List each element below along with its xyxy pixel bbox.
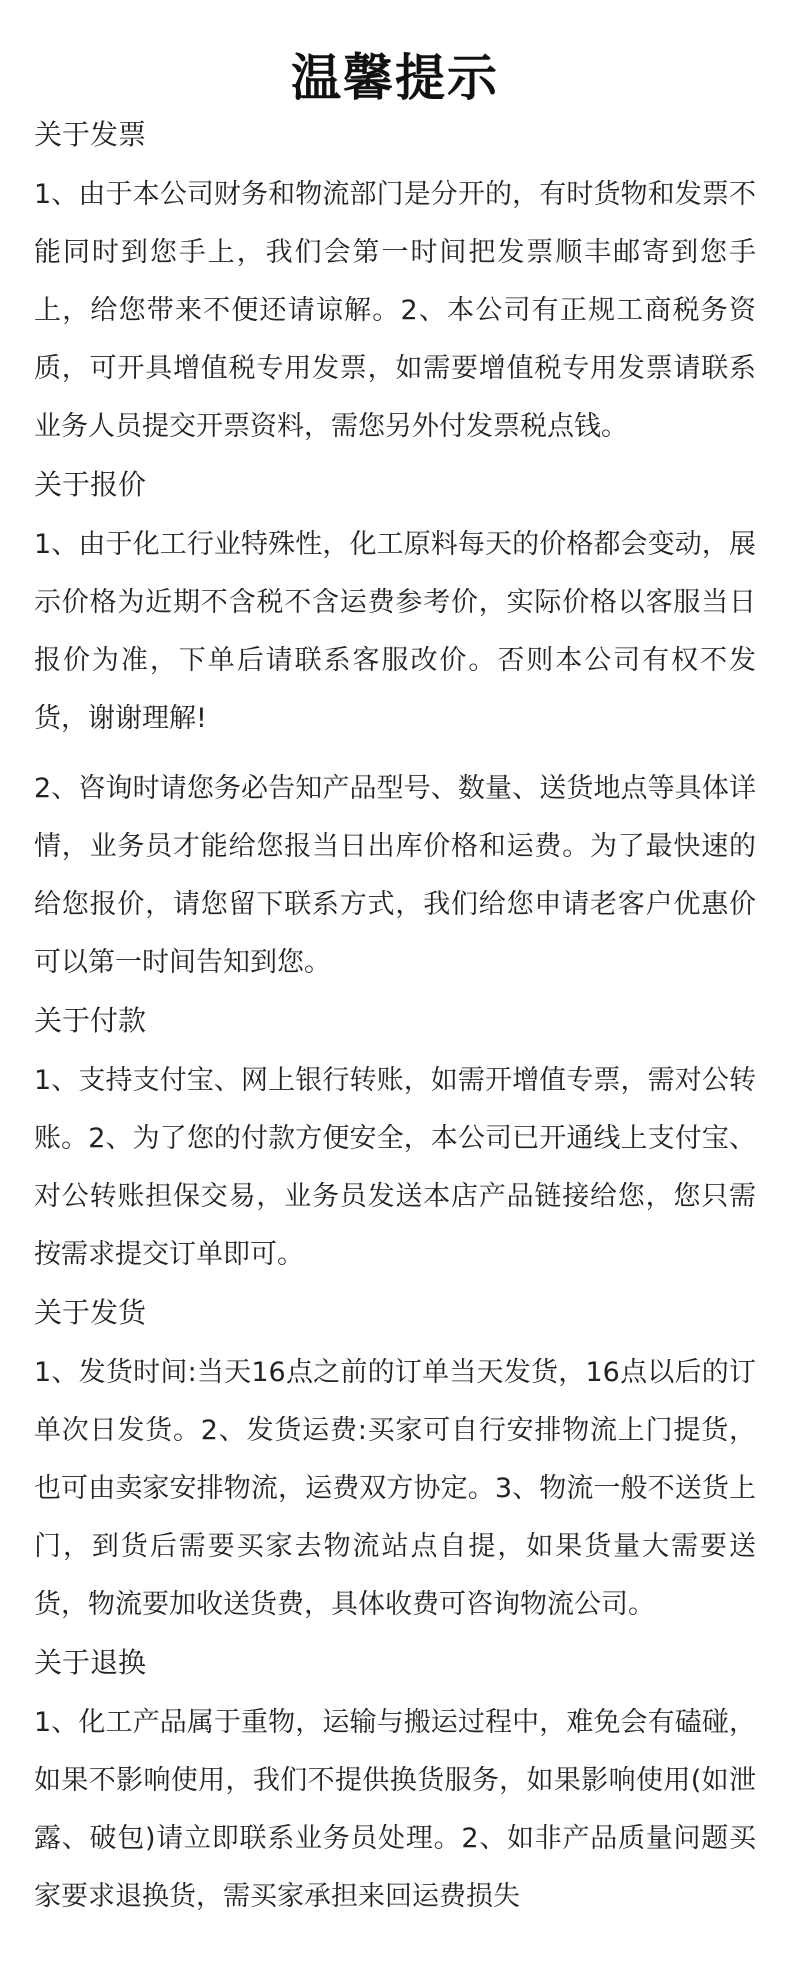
section-heading: 关于退换 bbox=[34, 1646, 147, 1679]
section-paragraph: 2、咨询时请您务必告知产品型号、数量、送货地点等具体详情，业务员才能给您报当日出库价格和运费。为了最快速的给您报价，请您留下联系方式，我们给您申请老客户优惠价可以第一时间告知到您。 bbox=[34, 773, 756, 978]
section-paragraph: 1、支持支付宝、网上银行转账，如需开增值专票，需对公转账。2、为了您的付款方便安全，本公司已开通线上支付宝、对公转账担保交易，业务员发送本店产品链接给您，您只需按需求提交订单即可。 bbox=[34, 1065, 756, 1270]
section-paragraph: 1、由于化工行业特殊性，化工原料每天的价格都会变动，展示价格为近期不含税不含运费参考价，实际价格以客服当日报价为准，下单后请联系客服改价。否则本公司有权不发货，谢谢理解! bbox=[34, 529, 756, 734]
section-heading: 关于发票 bbox=[34, 118, 147, 151]
section-heading: 关于付款 bbox=[34, 1004, 147, 1037]
section-heading: 关于报价 bbox=[34, 468, 147, 501]
section-invoice bbox=[34, 118, 756, 456]
section-heading: 关于发货 bbox=[34, 1296, 147, 1329]
section-paragraph: 1、发货时间:当天16点之前的订单当天发货，16点以后的订单次日发货。2、发货运费:买家可自行安排物流上门提货，也可由卖家安排物流，运费双方协定。3、物流一般不送货上门，到货后需要买家去物流站点自提，如果货量大需要送货，物流要加收送货费，具体收费可咨询物流公司。 bbox=[34, 1357, 756, 1620]
section-quote bbox=[34, 468, 756, 992]
section-returns bbox=[34, 1646, 756, 1926]
section-payment bbox=[34, 1004, 756, 1284]
section-paragraph: 1、由于本公司财务和物流部门是分开的，有时货物和发票不能同时到您手上，我们会第一时间把发票顺丰邮寄到您手上，给您带来不便还请谅解。2、本公司有正规工商税务资质，可开具增值税专用发票，如需要增值税专用发票请联系业务人员提交开票资料，需您另外付发票税点钱。 bbox=[34, 179, 756, 442]
section-shipping bbox=[34, 1296, 756, 1634]
page-title: 温馨提示 bbox=[291, 48, 499, 107]
section-paragraph: 1、化工产品属于重物，运输与搬运过程中，难免会有磕碰，如果不影响使用，我们不提供换货服务，如果影响使用(如泄露、破包)请立即联系业务员处理。2、如非产品质量问题买家要求退换货，需买家承担来回运费损失 bbox=[34, 1707, 756, 1912]
